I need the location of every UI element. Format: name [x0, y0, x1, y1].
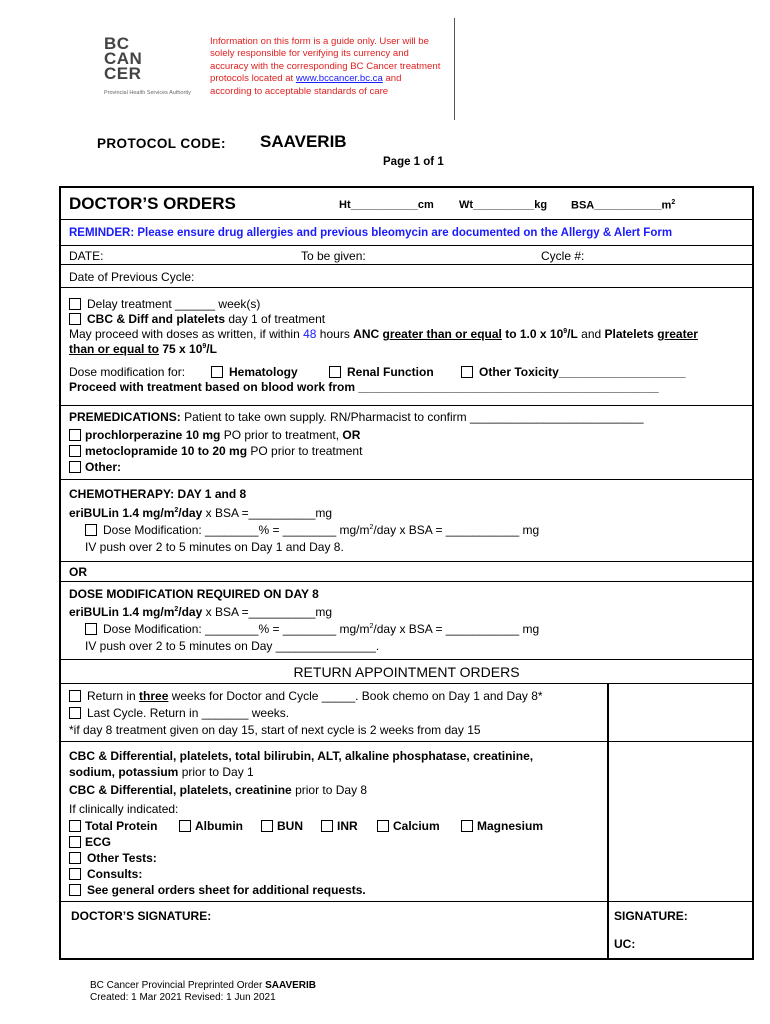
bccancer-link[interactable]: www.bccancer.bc.ca: [295, 73, 383, 85]
labs-day1-line1: CBC & Differential, platelets, total bilirubin, ALT, alkaline phosphatase, creatinine,: [69, 749, 534, 763]
checkbox-icon[interactable]: [69, 868, 81, 880]
checkbox-icon[interactable]: [377, 820, 389, 832]
magnesium-option[interactable]: Magnesium: [461, 819, 543, 833]
orders-header-row: [61, 188, 752, 220]
bsa-field[interactable]: $BSA\_\_\_\_\_\_\_\_\_\_\_m^2$: [571, 199, 676, 212]
checkbox-icon[interactable]: [69, 461, 81, 473]
to-be-given-field[interactable]: To be given:: [301, 249, 366, 263]
checkbox-icon[interactable]: [85, 524, 97, 536]
proceed-criteria-line1: May proceed with doses as written, if within 48 hours ANC greater than or equal to 1.0 x $10^9/L$ and Platelets greater: [69, 327, 698, 341]
uc-field[interactable]: UC:: [614, 937, 636, 951]
date-row: [61, 246, 752, 265]
checkbox-icon[interactable]: [69, 690, 81, 702]
checkbox-icon[interactable]: [329, 366, 341, 378]
proceed-criteria-line2: than or equal to 75 x $10^9/L$: [69, 342, 217, 356]
signature-field[interactable]: SIGNATURE:: [614, 909, 688, 923]
checkbox-icon[interactable]: [179, 820, 191, 832]
total-protein-option[interactable]: Total Protein: [69, 819, 157, 833]
cbc-option[interactable]: CBC & Diff and platelets day 1 of treatment: [69, 312, 325, 326]
date-field[interactable]: DATE:: [69, 249, 104, 263]
premedications-row: [61, 406, 752, 480]
renal-function-option[interactable]: Renal Function: [329, 365, 434, 379]
premed-header: PREMEDICATIONS: Patient to take own supply. RN/Pharmacist to confirm __________________________: [69, 410, 644, 424]
footer: BC Cancer Provincial Preprinted Order SAAVERIB Created: 1 Mar 2021 Revised: 1 Jun 2021: [90, 980, 317, 1003]
day8-dose-mod-option[interactable]: Dose Modification: ________% = ________ $mg/m^2$/day x BSA = ___________ mg: [85, 622, 539, 636]
checkbox-icon[interactable]: [69, 445, 81, 457]
day8-note: *if day 8 treatment given on day 15, start of next cycle is 2 weeks from day 15: [69, 723, 481, 737]
return-title: RETURN APPOINTMENT ORDERS: [293, 664, 520, 680]
inr-option[interactable]: INR: [321, 819, 358, 833]
other-tests-option[interactable]: Other Tests:: [69, 851, 157, 865]
page-number: Page 1 of 1: [383, 156, 444, 168]
blood-work-field[interactable]: Proceed with treatment based on blood work from _____________________________________________: [69, 380, 659, 394]
labs-day1-line2: sodium, potassium prior to Day 1: [69, 765, 254, 779]
return-title-row: [61, 660, 752, 684]
calcium-option[interactable]: Calcium: [377, 819, 440, 833]
guide-notice: Information on this form is a guide only. User will be solely responsible for verifying its currency and accuracy with the corresponding BC Cancer treatment protocols located at www.bccancer.bc.ca and according to acceptable standards of care: [210, 36, 441, 97]
checkbox-icon[interactable]: [69, 429, 81, 441]
chemo-header: CHEMOTHERAPY: DAY 1 and 8: [69, 487, 247, 501]
bun-option[interactable]: BUN: [261, 819, 303, 833]
protocol-label: PROTOCOL CODE:: [97, 136, 226, 151]
cycle-field[interactable]: Cycle #:: [541, 249, 585, 263]
checkbox-icon[interactable]: [69, 820, 81, 832]
clinically-indicated-label: If clinically indicated:: [69, 802, 179, 816]
general-orders-option[interactable]: See general orders sheet for additional requests.: [69, 883, 366, 897]
dose-mod-label: Dose modification for:: [69, 365, 186, 379]
right-column-divider: [607, 684, 609, 958]
orders-title: DOCTOR’S ORDERS: [69, 194, 236, 213]
day8-dose-mod-row: [61, 582, 752, 660]
reminder-text: REMINDER: Please ensure drug allergies and previous bleomycin are documented on the Allergy & Alert Form: [69, 227, 673, 239]
checkbox-icon[interactable]: [261, 820, 273, 832]
weight-field[interactable]: Wt__________kg: [459, 199, 548, 211]
previous-cycle-row: [61, 265, 752, 288]
last-cycle-option[interactable]: Last Cycle. Return in _______ weeks.: [69, 706, 289, 720]
labs-row: [61, 742, 752, 902]
delay-treatment-option[interactable]: Delay treatment ______ week(s): [69, 297, 260, 311]
eribulin-dose-line[interactable]: eriBULin 1.4 $mg/m^2$/day x BSA =__________mg: [69, 506, 333, 520]
previous-cycle-field[interactable]: Date of Previous Cycle:: [69, 270, 195, 284]
checkbox-icon[interactable]: [69, 298, 81, 310]
checkbox-icon[interactable]: [321, 820, 333, 832]
treatment-row: [61, 288, 752, 406]
ecg-option[interactable]: ECG: [69, 835, 111, 849]
checkbox-icon[interactable]: [461, 820, 473, 832]
prochlorperazine-option[interactable]: prochlorperazine 10 mg PO prior to treatment, OR: [69, 428, 360, 442]
return-options-row: [61, 684, 752, 742]
metoclopramide-option[interactable]: metoclopramide 10 to 20 mg PO prior to treatment: [69, 444, 362, 458]
doctor-signature-field[interactable]: DOCTOR’S SIGNATURE:: [71, 909, 212, 923]
reminder-row: [61, 220, 752, 246]
return-three-weeks-option[interactable]: Return in three weeks for Doctor and Cycle _____. Book chemo on Day 1 and Day 8*: [69, 689, 543, 703]
chemotherapy-row: [61, 480, 752, 562]
checkbox-icon[interactable]: [69, 884, 81, 896]
checkbox-icon[interactable]: [69, 852, 81, 864]
checkbox-icon[interactable]: [69, 313, 81, 325]
doctors-orders-form: [59, 186, 754, 960]
bc-cancer-logo: BC CAN CER: [104, 34, 143, 83]
day8-header: DOSE MODIFICATION REQUIRED ON DAY 8: [69, 587, 319, 601]
or-label: OR: [69, 565, 87, 579]
signature-row: [61, 902, 752, 958]
header-divider: [454, 18, 455, 120]
day8-eribulin-dose-line[interactable]: eriBULin 1.4 $mg/m^2$/day x BSA =__________mg: [69, 605, 333, 619]
height-field[interactable]: Ht___________cm: [339, 199, 434, 211]
checkbox-icon[interactable]: [85, 623, 97, 635]
other-premed-option[interactable]: Other:: [69, 460, 121, 474]
other-toxicity-option[interactable]: Other Toxicity___________________: [461, 365, 686, 379]
checkbox-icon[interactable]: [211, 366, 223, 378]
chemo-iv-instruction: IV push over 2 to 5 minutes on Day 1 and Day 8.: [85, 540, 344, 554]
hematology-option[interactable]: Hematology: [211, 365, 298, 379]
protocol-code: SAAVERIB: [260, 132, 347, 151]
chemo-dose-mod-option[interactable]: Dose Modification: ________% = ________ $mg/m^2$/day x BSA = ___________ mg: [85, 523, 539, 537]
checkbox-icon[interactable]: [69, 836, 81, 848]
labs-day8-line: CBC & Differential, platelets, creatinine prior to Day 8: [69, 783, 368, 797]
consults-option[interactable]: Consults:: [69, 867, 142, 881]
checkbox-icon[interactable]: [69, 707, 81, 719]
or-row: [61, 562, 752, 582]
day8-iv-instruction[interactable]: IV push over 2 to 5 minutes on Day _______________.: [85, 639, 380, 653]
checkbox-icon[interactable]: [461, 366, 473, 378]
logo-subtitle: Provincial Health Services Authority: [104, 90, 191, 96]
albumin-option[interactable]: Albumin: [179, 819, 243, 833]
